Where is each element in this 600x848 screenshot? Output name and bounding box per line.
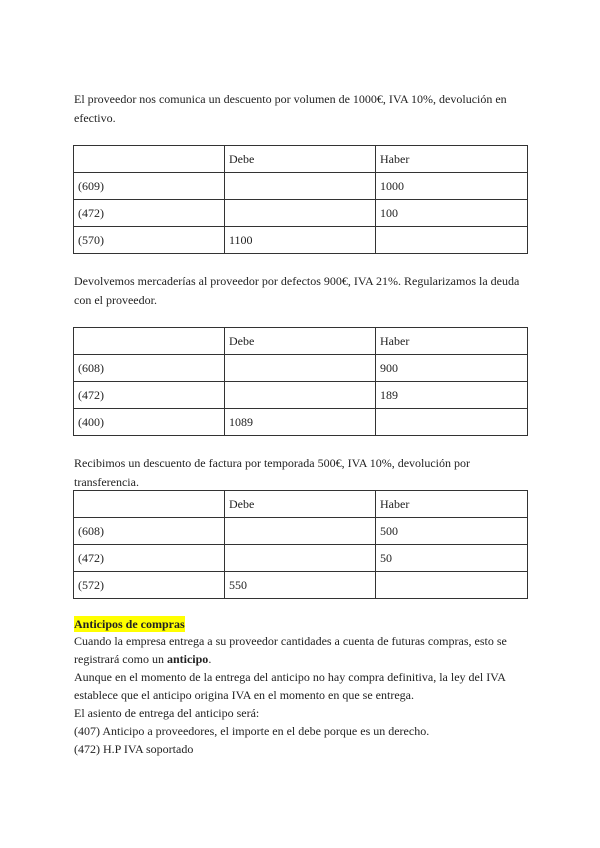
debe-cell <box>225 173 376 200</box>
debe-cell: 550 <box>225 572 376 599</box>
debe-cell <box>225 382 376 409</box>
header-cell-debe: Debe <box>225 491 376 518</box>
header-cell-account <box>74 328 225 355</box>
intro-text-2: Devolvemos mercaderías al proveedor por defectos 900€, IVA 21%. Regularizamos la deuda con el proveedor. <box>74 274 520 307</box>
intro-text-1: El proveedor nos comunica un descuento por volumen de 1000€, IVA 10%, devolución en efectivo. <box>74 92 507 125</box>
anticipo-definition <box>74 632 534 668</box>
haber-cell: 189 <box>376 382 528 409</box>
debe-cell <box>225 200 376 227</box>
account-cell: (608) <box>74 518 225 545</box>
debe-cell <box>225 518 376 545</box>
table-row <box>74 518 528 545</box>
header-cell-haber: Haber <box>376 491 528 518</box>
header-cell-account <box>74 491 225 518</box>
anticipo-term: anticipo <box>166 652 209 666</box>
header-cell-haber: Haber <box>376 328 528 355</box>
haber-cell <box>376 227 528 254</box>
table-row <box>74 545 528 572</box>
ledger-table-2 <box>73 327 528 436</box>
ledger-table-3 <box>73 490 528 599</box>
haber-cell <box>376 409 528 436</box>
table-row <box>74 572 528 599</box>
haber-cell <box>376 572 528 599</box>
debe-cell <box>225 545 376 572</box>
account-cell: (472) <box>74 545 225 572</box>
table-header-row <box>74 328 528 355</box>
table-row <box>74 200 528 227</box>
haber-cell: 50 <box>376 545 528 572</box>
header-cell-account <box>74 146 225 173</box>
table-row <box>74 355 528 382</box>
account-cell: (570) <box>74 227 225 254</box>
haber-cell: 500 <box>376 518 528 545</box>
table-header-row <box>74 146 528 173</box>
anticipos-section <box>74 616 534 758</box>
account-cell: (572) <box>74 572 225 599</box>
debe-cell <box>225 355 376 382</box>
account-cell: (609) <box>74 173 225 200</box>
account-472-line: (472) H.P IVA soportado <box>74 742 194 756</box>
account-407-line: (407) Anticipo a proveedores, el importe en el debe porque es un derecho. <box>74 724 430 738</box>
definition-text: Cuando la empresa entrega a su proveedor cantidades a cuenta de futuras compras, esto se registrará como un <box>74 634 507 666</box>
table-row <box>74 227 528 254</box>
account-cell: (400) <box>74 409 225 436</box>
header-cell-debe: Debe <box>225 146 376 173</box>
table-header-row <box>74 491 528 518</box>
table-row <box>74 382 528 409</box>
iva-explanation: Aunque en el momento de la entrega del anticipo no hay compra definitiva, la ley del IVA establece que el anticipo origina IVA en el momento en que se entrega. <box>74 670 506 702</box>
haber-cell: 100 <box>376 200 528 227</box>
debe-cell: 1100 <box>225 227 376 254</box>
asiento-intro: El asiento de entrega del anticipo será: <box>74 706 260 720</box>
section-body <box>74 632 534 758</box>
header-cell-debe: Debe <box>225 328 376 355</box>
ledger-table-1 <box>73 145 528 254</box>
definition-end: . <box>208 652 212 666</box>
intro-text-3: Recibimos un descuento de factura por temporada 500€, IVA 10%, devolución por transferencia. <box>74 456 471 489</box>
account-cell: (608) <box>74 355 225 382</box>
table-row <box>74 173 528 200</box>
header-cell-haber: Haber <box>376 146 528 173</box>
account-cell: (472) <box>74 200 225 227</box>
account-cell: (472) <box>74 382 225 409</box>
table-row <box>74 409 528 436</box>
debe-cell: 1089 <box>225 409 376 436</box>
haber-cell: 1000 <box>376 173 528 200</box>
haber-cell: 900 <box>376 355 528 382</box>
section-heading: Anticipos de compras <box>74 617 185 631</box>
